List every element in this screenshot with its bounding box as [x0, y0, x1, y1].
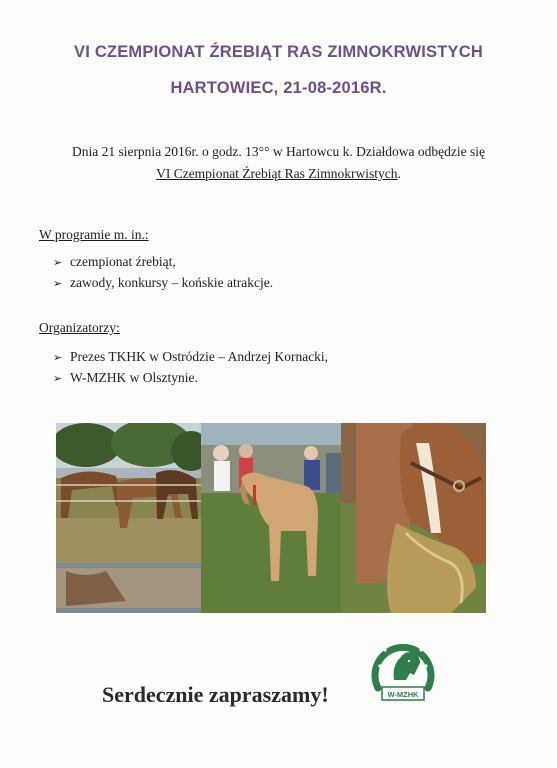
arrow-bullet-icon: ➢ [53, 255, 63, 269]
program-heading: W programie m. in.: [39, 227, 149, 242]
arrow-bullet-icon: ➢ [53, 371, 63, 385]
list-item-text: zawody, konkursy – końskie atrakcje. [70, 275, 274, 290]
horse-photo-collage [56, 423, 486, 613]
logo-text: W-MZHK [387, 690, 419, 699]
event-name: VI Czempionat Źrebiąt Ras Zimnokrwistych [156, 166, 398, 181]
invitation-text: Serdecznie zapraszamy! [102, 682, 329, 707]
intro-line-2 [0, 166, 557, 182]
list-item-text: czempionat źrebiąt, [70, 254, 176, 269]
organizers-heading: Organizatorzy: [39, 320, 120, 335]
wmzhk-logo [368, 630, 438, 702]
list-item [53, 275, 273, 291]
list-item-text: W-MZHK w Olsztynie. [70, 370, 198, 385]
list-item [53, 370, 198, 386]
photo-horse-closeup [341, 423, 486, 613]
arrow-bullet-icon: ➢ [53, 350, 63, 364]
intro-period: . [397, 166, 401, 181]
list-item [53, 254, 176, 270]
list-item-text: Prezes TKHK w Ostródzie – Andrzej Kornacki, [70, 349, 329, 364]
arrow-bullet-icon: ➢ [53, 276, 63, 290]
photo-foal-with-crowd [201, 423, 341, 613]
event-title: VI CZEMPIONAT ŹREBIĄT RAS ZIMNOKRWISTYCH [74, 43, 483, 61]
photo-horses-in-pen [56, 423, 211, 613]
event-location-date: HARTOWIEC, 21-08-2016R. [170, 79, 387, 97]
intro-line-1: Dnia 21 sierpnia 2016r. o godz. 13°° w Hartowcu k. Działdowa odbędzie się [71, 144, 486, 159]
list-item [53, 349, 328, 365]
